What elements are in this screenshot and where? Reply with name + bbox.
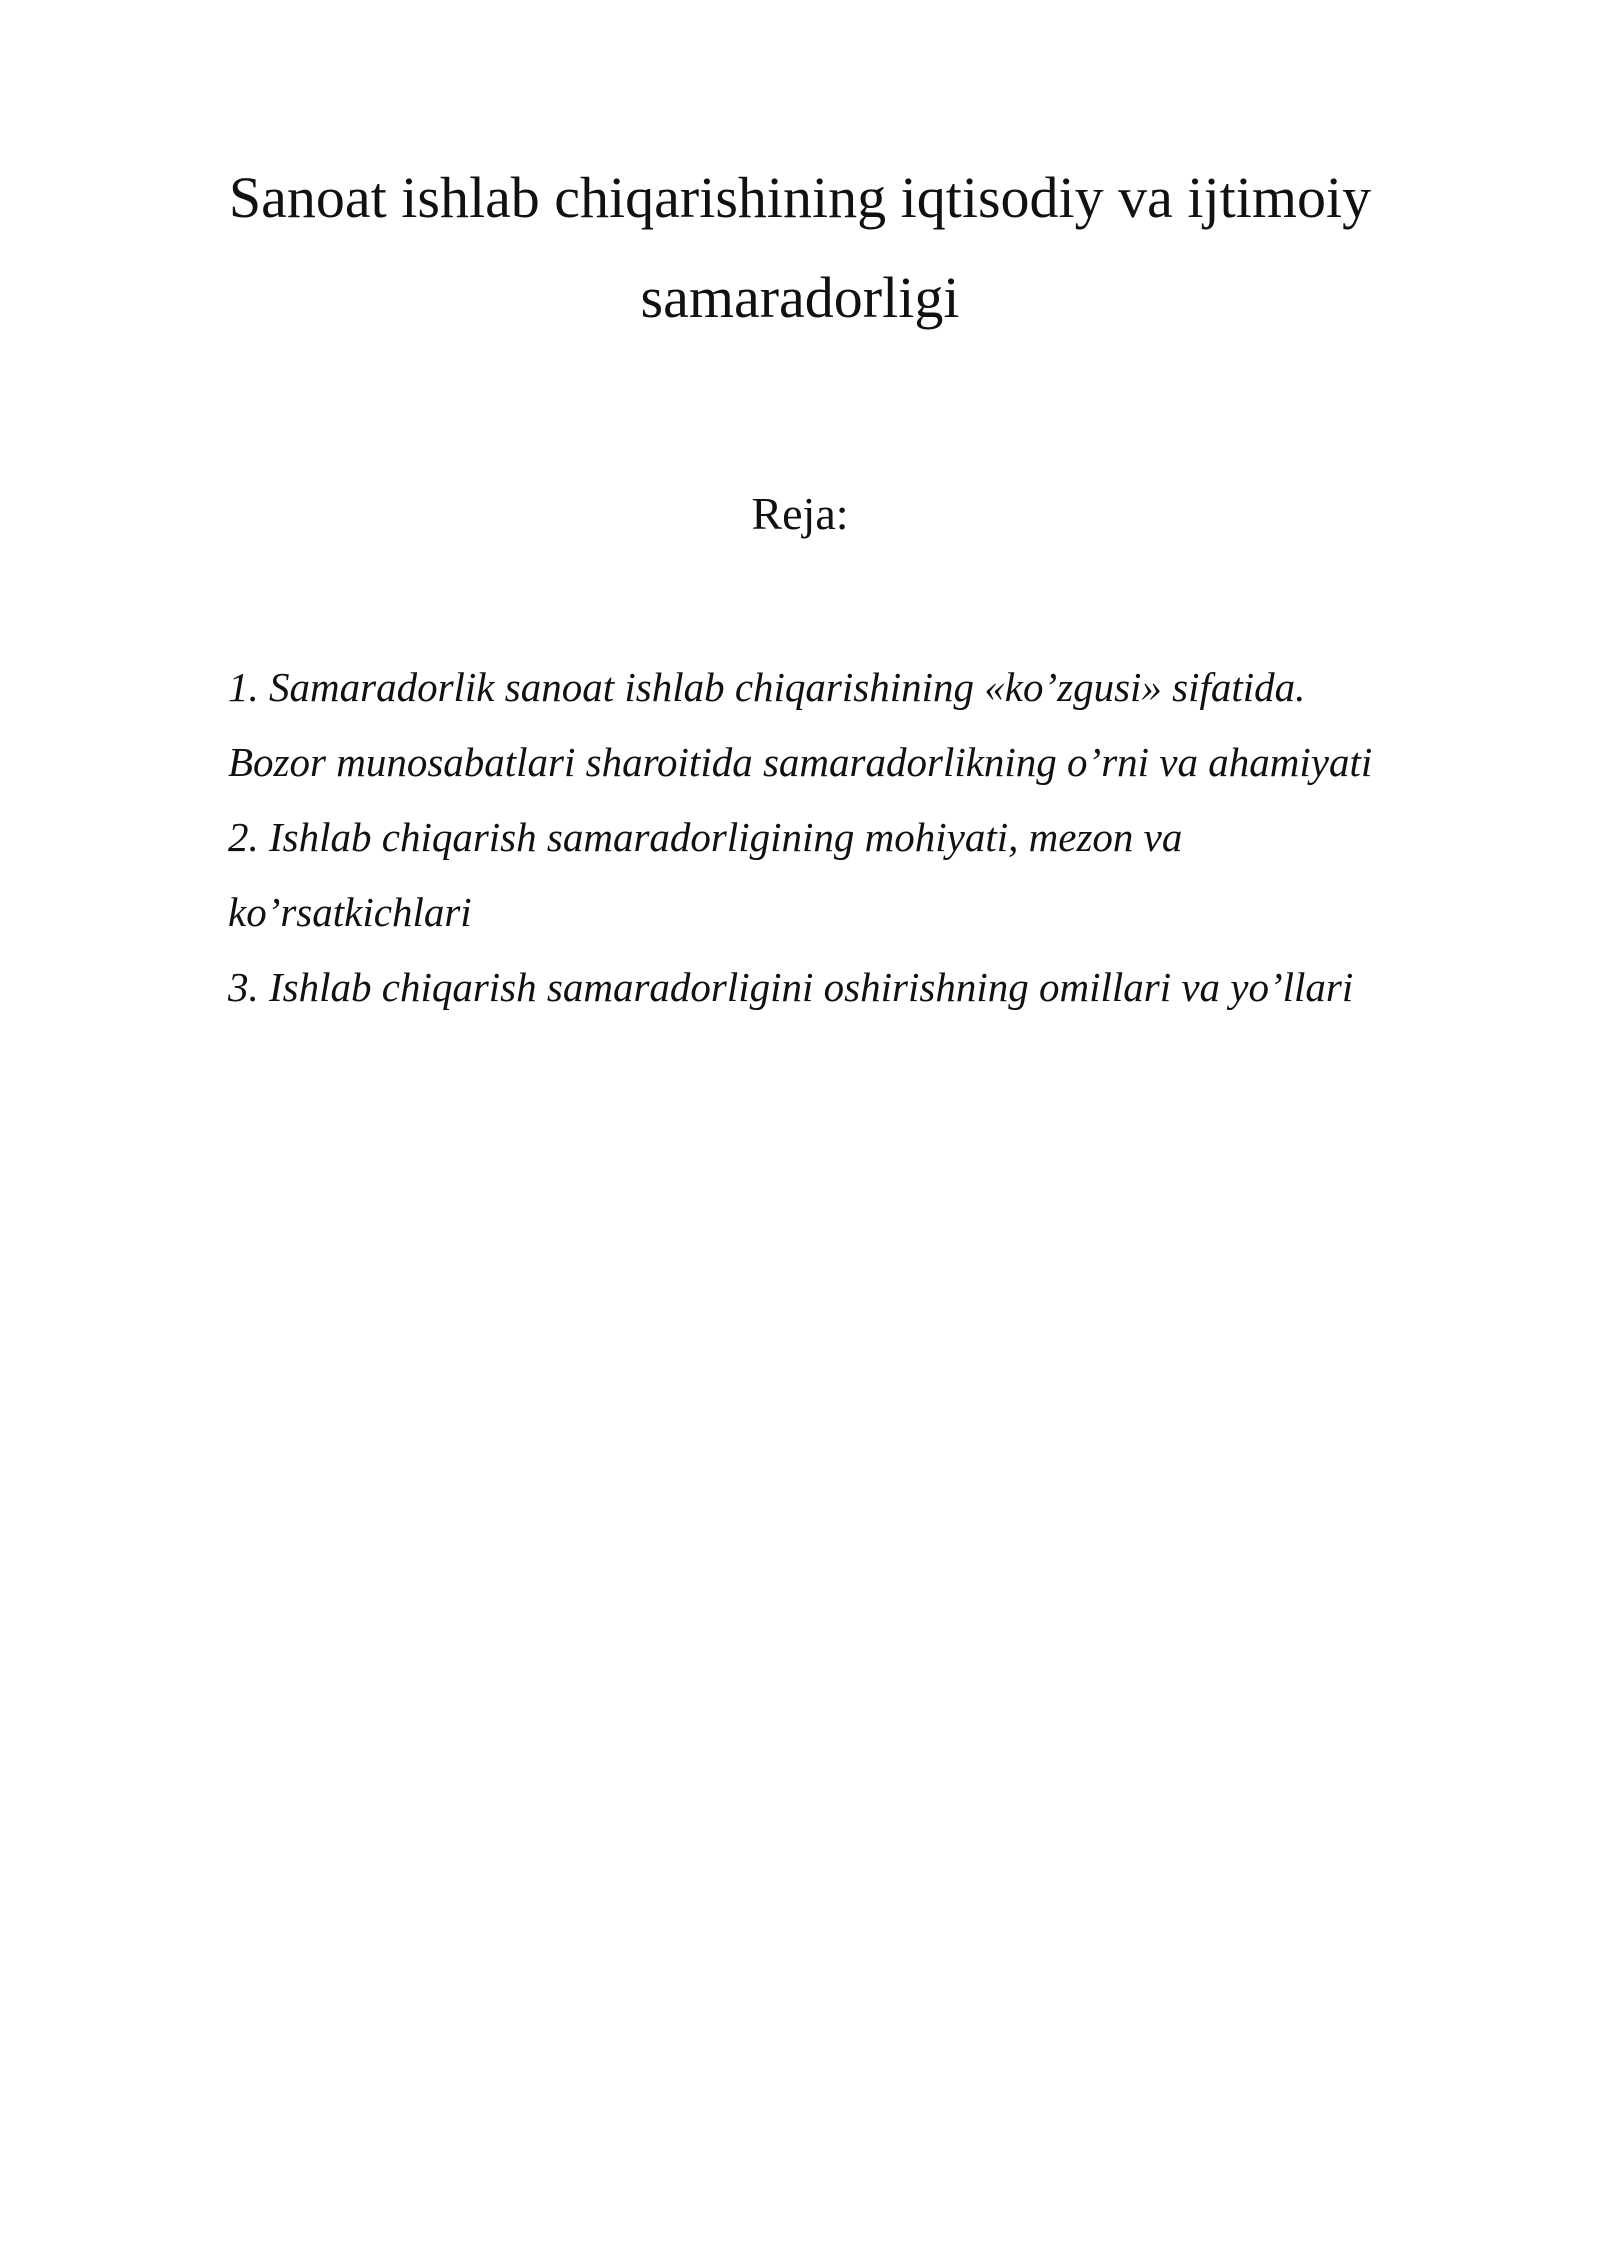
plan-item-line: 2. Ishlab chiqarish samaradorligining mohiyati, mezon va bbox=[228, 814, 1183, 860]
plan-heading: Reja: bbox=[751, 488, 849, 539]
document-title-line: samaradorligi bbox=[640, 265, 960, 330]
plan-item-line: Bozor munosabatlari sharoitida samaradorlikning o’rni va ahamiyati bbox=[228, 739, 1373, 785]
plan-item-line: ko’rsatkichlari bbox=[228, 889, 472, 935]
plan-item-line: 3. Ishlab chiqarish samaradorligini oshirishning omillari va yo’llari bbox=[228, 964, 1354, 1010]
document-title bbox=[0, 148, 1600, 348]
plan-item-line: 1. Samaradorlik sanoat ishlab chiqarishining «ko’zgusi» sifatida. bbox=[228, 664, 1306, 710]
document-title-line: Sanoat ishlab chiqarishining iqtisodiy va ijtimoiy bbox=[228, 165, 1372, 230]
plan-list bbox=[228, 650, 1488, 1025]
